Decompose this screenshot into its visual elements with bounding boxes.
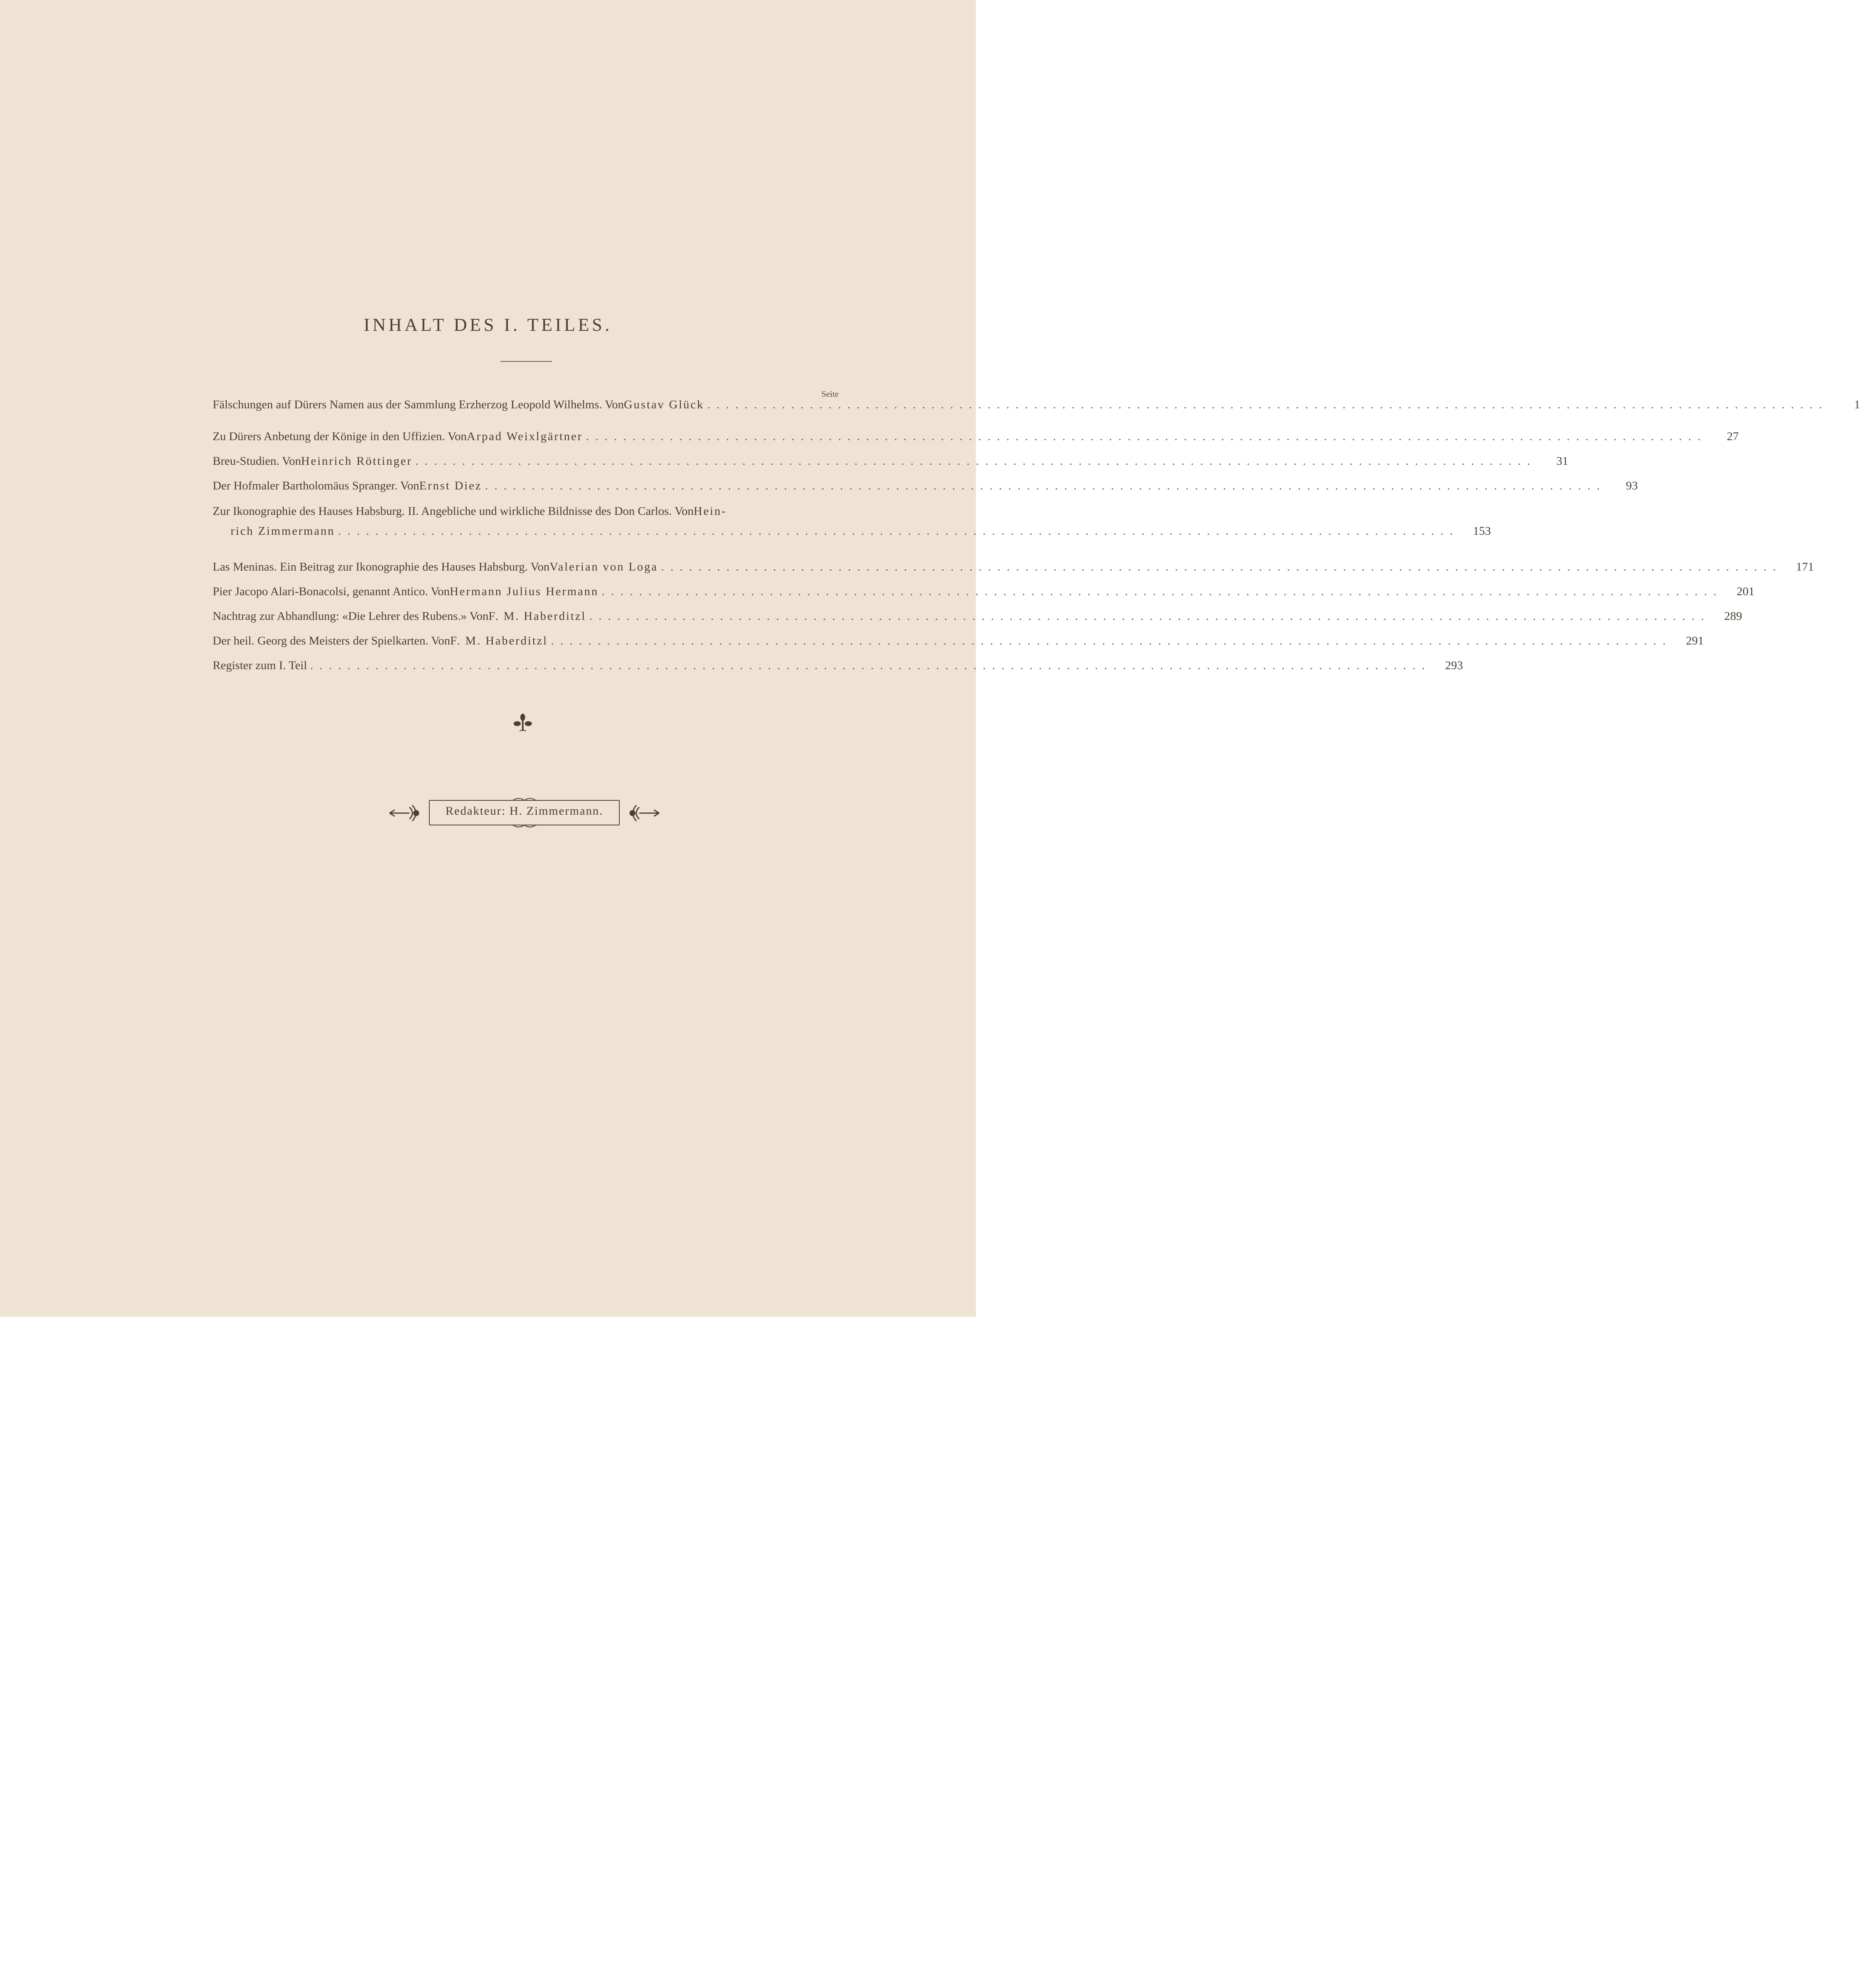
toc-entry-author: Arpad Weixlgärtner <box>467 430 583 443</box>
toc-leader-dots: ........................................................................................................................ <box>707 398 1829 411</box>
toc-entry-title: Zur Ikonographie des Hauses Habsburg. II. Angebliche und wirkliche Bildnisse des Don Carlos. Von <box>213 505 694 518</box>
toc-page-number: 153 <box>1473 524 1491 538</box>
ornamental-arrow-left-icon <box>388 797 423 829</box>
toc-entry-author: Hermann Julius Hermann <box>450 585 599 598</box>
toc-entry-author: F. M. Haberditzl <box>488 610 586 623</box>
title-divider <box>500 361 552 362</box>
toc-page-number: 291 <box>1685 634 1704 647</box>
toc-leader-dots: ........................................................................................................................ <box>338 524 1459 538</box>
toc-entry-title: Fälschungen auf Dürers Namen aus der Sammlung Erzherzog Leopold Wilhelms. Von <box>213 398 624 411</box>
toc-page-number: 27 <box>1726 430 1739 443</box>
toc-entry-line <box>213 634 1704 648</box>
toc-leader-dots: ........................................................................................................................ <box>601 585 1723 598</box>
toc-entry-line <box>213 398 1860 412</box>
toc-entry-author: Ernst Diez <box>419 479 482 492</box>
toc-entry-author: Hein- <box>693 505 727 518</box>
toc-entry-title: Breu-Studien. Von <box>213 454 301 468</box>
toc-entry <box>213 609 1742 623</box>
toc-entry <box>213 429 1739 444</box>
toc-leader-dots: ........................................................................................................................ <box>415 454 1537 468</box>
toc-entry <box>213 658 1463 673</box>
toc-entry <box>213 504 1491 538</box>
toc-entry-line <box>213 454 1569 468</box>
toc-entry-author: F. M. Haberditzl <box>450 634 548 647</box>
toc-page-number: 201 <box>1736 585 1755 598</box>
toc-entry-line <box>213 524 1491 538</box>
toc-entry-title: Nachtrag zur Abhandlung: «Die Lehrer des Rubens.» Von <box>213 610 489 623</box>
toc-page-number: 93 <box>1626 479 1638 492</box>
toc-entry-line <box>213 429 1739 444</box>
toc-leader-dots: ........................................................................................................................ <box>485 479 1606 492</box>
toc-entry-author: Valerian von Loga <box>549 560 658 573</box>
toc-entry <box>213 560 1814 574</box>
toc-entry-title: Zu Dürers Anbetung der Könige in den Uffizien. Von <box>213 430 467 443</box>
fleuron-icon <box>511 712 535 736</box>
toc-entry-line <box>213 584 1755 599</box>
toc-entry-title: Der Hofmaler Bartholomäus Spranger. Von <box>213 479 419 492</box>
toc-entry <box>213 584 1755 599</box>
toc-entry-line <box>213 479 1638 493</box>
toc-entry-author: Heinrich Röttinger <box>301 454 413 468</box>
seite-label: Seite <box>821 389 839 399</box>
toc-entry <box>213 454 1569 468</box>
toc-page-number: 289 <box>1724 610 1742 623</box>
page-title: INHALT DES I. TEILES. <box>363 315 613 335</box>
toc-entry <box>213 479 1638 493</box>
toc-page-number: 31 <box>1556 454 1569 468</box>
ornamental-arrow-right-icon <box>625 797 661 829</box>
toc-page-number: 293 <box>1445 659 1463 672</box>
toc-leader-dots: ........................................................................................................................ <box>551 634 1672 647</box>
toc-entry <box>213 634 1704 648</box>
toc-leader-dots: ........................................................................................................................ <box>310 659 1431 672</box>
toc-leader-dots: ........................................................................................................................ <box>661 560 1782 573</box>
toc-page-number: 171 <box>1796 560 1814 573</box>
toc-entry-line <box>213 658 1463 673</box>
toc-entry-title: Register zum I. Teil <box>213 659 307 672</box>
digitization-footer <box>0 1317 976 1388</box>
toc-leader-dots: ........................................................................................................................ <box>586 430 1707 443</box>
toc-entry-line <box>213 609 1742 623</box>
toc-entry-line <box>213 504 839 518</box>
toc-entry-author: Gustav Glück <box>624 398 704 411</box>
toc-entry-title: Las Meninas. Ein Beitrag zur Ikonographie des Hauses Habsburg. Von <box>213 560 550 573</box>
toc-entry-title: Der heil. Georg des Meisters der Spielkarten. Von <box>213 634 450 647</box>
toc-entry-line <box>213 560 1814 574</box>
toc-entry-title: Pier Jacopo Alari-Bonacolsi, genannt Antico. Von <box>213 585 450 598</box>
toc-entry <box>213 398 1860 412</box>
toc-entry-author: rich Zimmermann <box>231 524 335 538</box>
toc-leader-dots: ........................................................................................................................ <box>589 610 1711 623</box>
toc-page-number: 1 <box>1854 398 1860 411</box>
redakteur-credit: Redakteur: H. Zimmermann. <box>445 804 603 817</box>
